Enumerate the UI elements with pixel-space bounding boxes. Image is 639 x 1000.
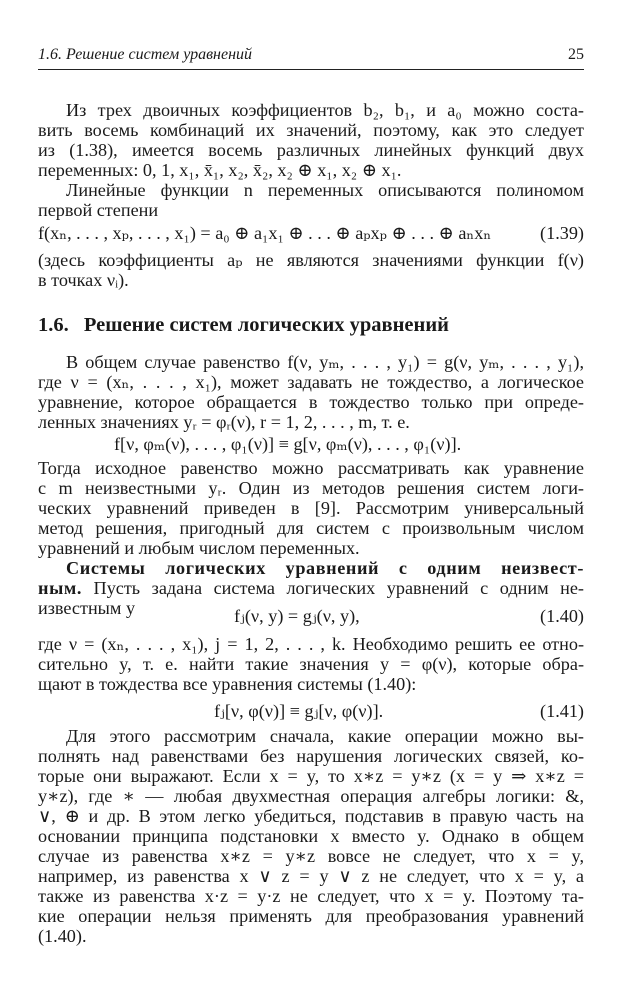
paragraph-binary-coefficients: [38, 100, 584, 180]
text-line: торые они выражают. Если x = y, то x∗z = y∗z (x = y ⇒ x∗z =: [38, 766, 584, 786]
equation-number: (1.39): [540, 223, 584, 243]
text-line: полнять над равенствами без нарушения логических связей, ко-: [38, 746, 584, 766]
text-line: Линейные функции n переменных описываются полиномом: [66, 180, 584, 200]
text-line: где ν = (xₙ, . . . , x₁), может задавать не тождество, а логическое: [38, 372, 584, 392]
run-in-heading: ным.: [38, 578, 83, 598]
paragraph-linear-functions: [38, 180, 584, 220]
paragraph-coefficients-note: [38, 250, 584, 290]
equation-formula: fⱼ[ν, φ(ν)] ≡ gⱼ[ν, φ(ν)].: [214, 701, 384, 721]
text-line: с m неизвестными yᵣ. Один из методов решения систем логи-: [38, 478, 584, 498]
text-line: ленных значениях yᵣ = φᵣ(ν), r = 1, 2, . . . , m, т. е.: [38, 412, 410, 432]
text-line: метод решения, пригодный для систем с произвольным числом: [38, 518, 584, 538]
text-line: В общем случае равенство f(ν, yₘ, . . . , y₁) = g(ν, yₘ, . . . , y₁),: [66, 352, 584, 372]
equation-formula: f(xₙ, . . . , xₚ, . . . , x₁) = a₀ ⊕ a₁x₁ ⊕ . . . ⊕ aₚxₚ ⊕ . . . ⊕ aₙxₙ: [38, 223, 492, 243]
text-line: [38, 558, 584, 578]
equation-1-39: [38, 223, 584, 245]
text-line: кие операции нельзя применять для преобразования уравнений: [38, 906, 584, 926]
running-head: [38, 46, 584, 68]
equation-1-40: [38, 606, 584, 628]
text-line: щают в тождества все уравнения системы (1.40):: [38, 674, 417, 694]
text-line: известным y: [38, 598, 136, 618]
text-line: основании принципа подстановки x вместо y. Однако в общем: [38, 826, 584, 846]
text-run: Пусть задана система логических уравнений с одним не-: [82, 578, 584, 598]
text-line: Тогда исходное равенство можно рассматривать как уравнение: [38, 458, 584, 478]
text-line: также из равенства x·z = y·z не следует, что x = y. Поэтому та-: [38, 886, 584, 906]
equation-formula: f[ν, φₘ(ν), . . . , φ₁(ν)] ≡ g[ν, φₘ(ν), . . . , φ₁(ν)].: [114, 434, 462, 454]
section-title: Решение систем логических уравнений: [83, 314, 449, 336]
text-line: уравнений и любым числом переменных.: [38, 538, 360, 558]
text-line: например, из равенства x ∨ z = y ∨ z не следует, что x = y, а: [38, 866, 584, 886]
text-line: переменных: 0, 1, x₁, x̄₁, x₂, x̄₂, x₂ ⊕ x₁, x₂ ⊕ x₁.: [38, 160, 402, 180]
paragraph-solve-for-y: [38, 634, 584, 694]
text-line: сительно y, т. е. найти такие значения y = φ(ν), которые обра-: [38, 654, 584, 674]
text-line: уравнение, которое обращается в тождество только при опреде-: [38, 392, 584, 412]
paragraph-general-case: [38, 352, 584, 432]
text-line: первой степени: [38, 200, 159, 220]
text-line: из (1.38), имеется восемь различных линейных функций двух: [38, 140, 584, 160]
text-line: в точках νᵢ).: [38, 270, 129, 290]
running-head-title: 1.6. Решение систем уравнений: [38, 46, 252, 63]
header-rule: [38, 69, 584, 70]
equation-number: (1.41): [540, 701, 584, 721]
paragraph-unknowns: [38, 458, 584, 558]
equation-number: (1.40): [540, 606, 584, 626]
page-number: 25: [568, 46, 584, 63]
section-number: 1.6.: [38, 314, 69, 336]
run-in-heading: Системы логических уравнений с одним неизвест-: [66, 558, 584, 578]
text-line: y∗z), где ∗ — любая двухместная операция алгебры логики: &,: [38, 786, 584, 806]
section-heading: [38, 314, 584, 337]
equation-identity: [38, 434, 584, 456]
text-line: [38, 578, 584, 598]
text-line: вить восемь комбинаций их значений, поэтому, как это следует: [38, 120, 584, 140]
equation-1-41: [38, 701, 584, 723]
text-line: ∨, ⊕ и др. В этом легко убедиться, подставив в правую часть на: [38, 806, 584, 826]
text-line: Из трех двоичных коэффициентов b₂, b₁, и a₀ можно соста-: [66, 100, 584, 120]
text-line: Для этого рассмотрим сначала, какие операции можно вы-: [66, 726, 584, 746]
equation-formula: fⱼ(ν, y) = gⱼ(ν, y),: [234, 606, 360, 626]
paragraph-operations-on-equalities: [38, 726, 584, 946]
text-line: (здесь коэффициенты aₚ не являются значениями функции f(ν): [38, 250, 584, 270]
text-line: (1.40).: [38, 926, 87, 946]
text-line: ческих уравнений приведен в [9]. Рассмотрим универсальный: [38, 498, 584, 518]
text-line: где ν = (xₙ, . . . , x₁), j = 1, 2, . . . , k. Необходимо решить ее отно-: [38, 634, 584, 654]
text-line: случае из равенства x∗z = y∗z вовсе не следует, что x = y,: [38, 846, 584, 866]
